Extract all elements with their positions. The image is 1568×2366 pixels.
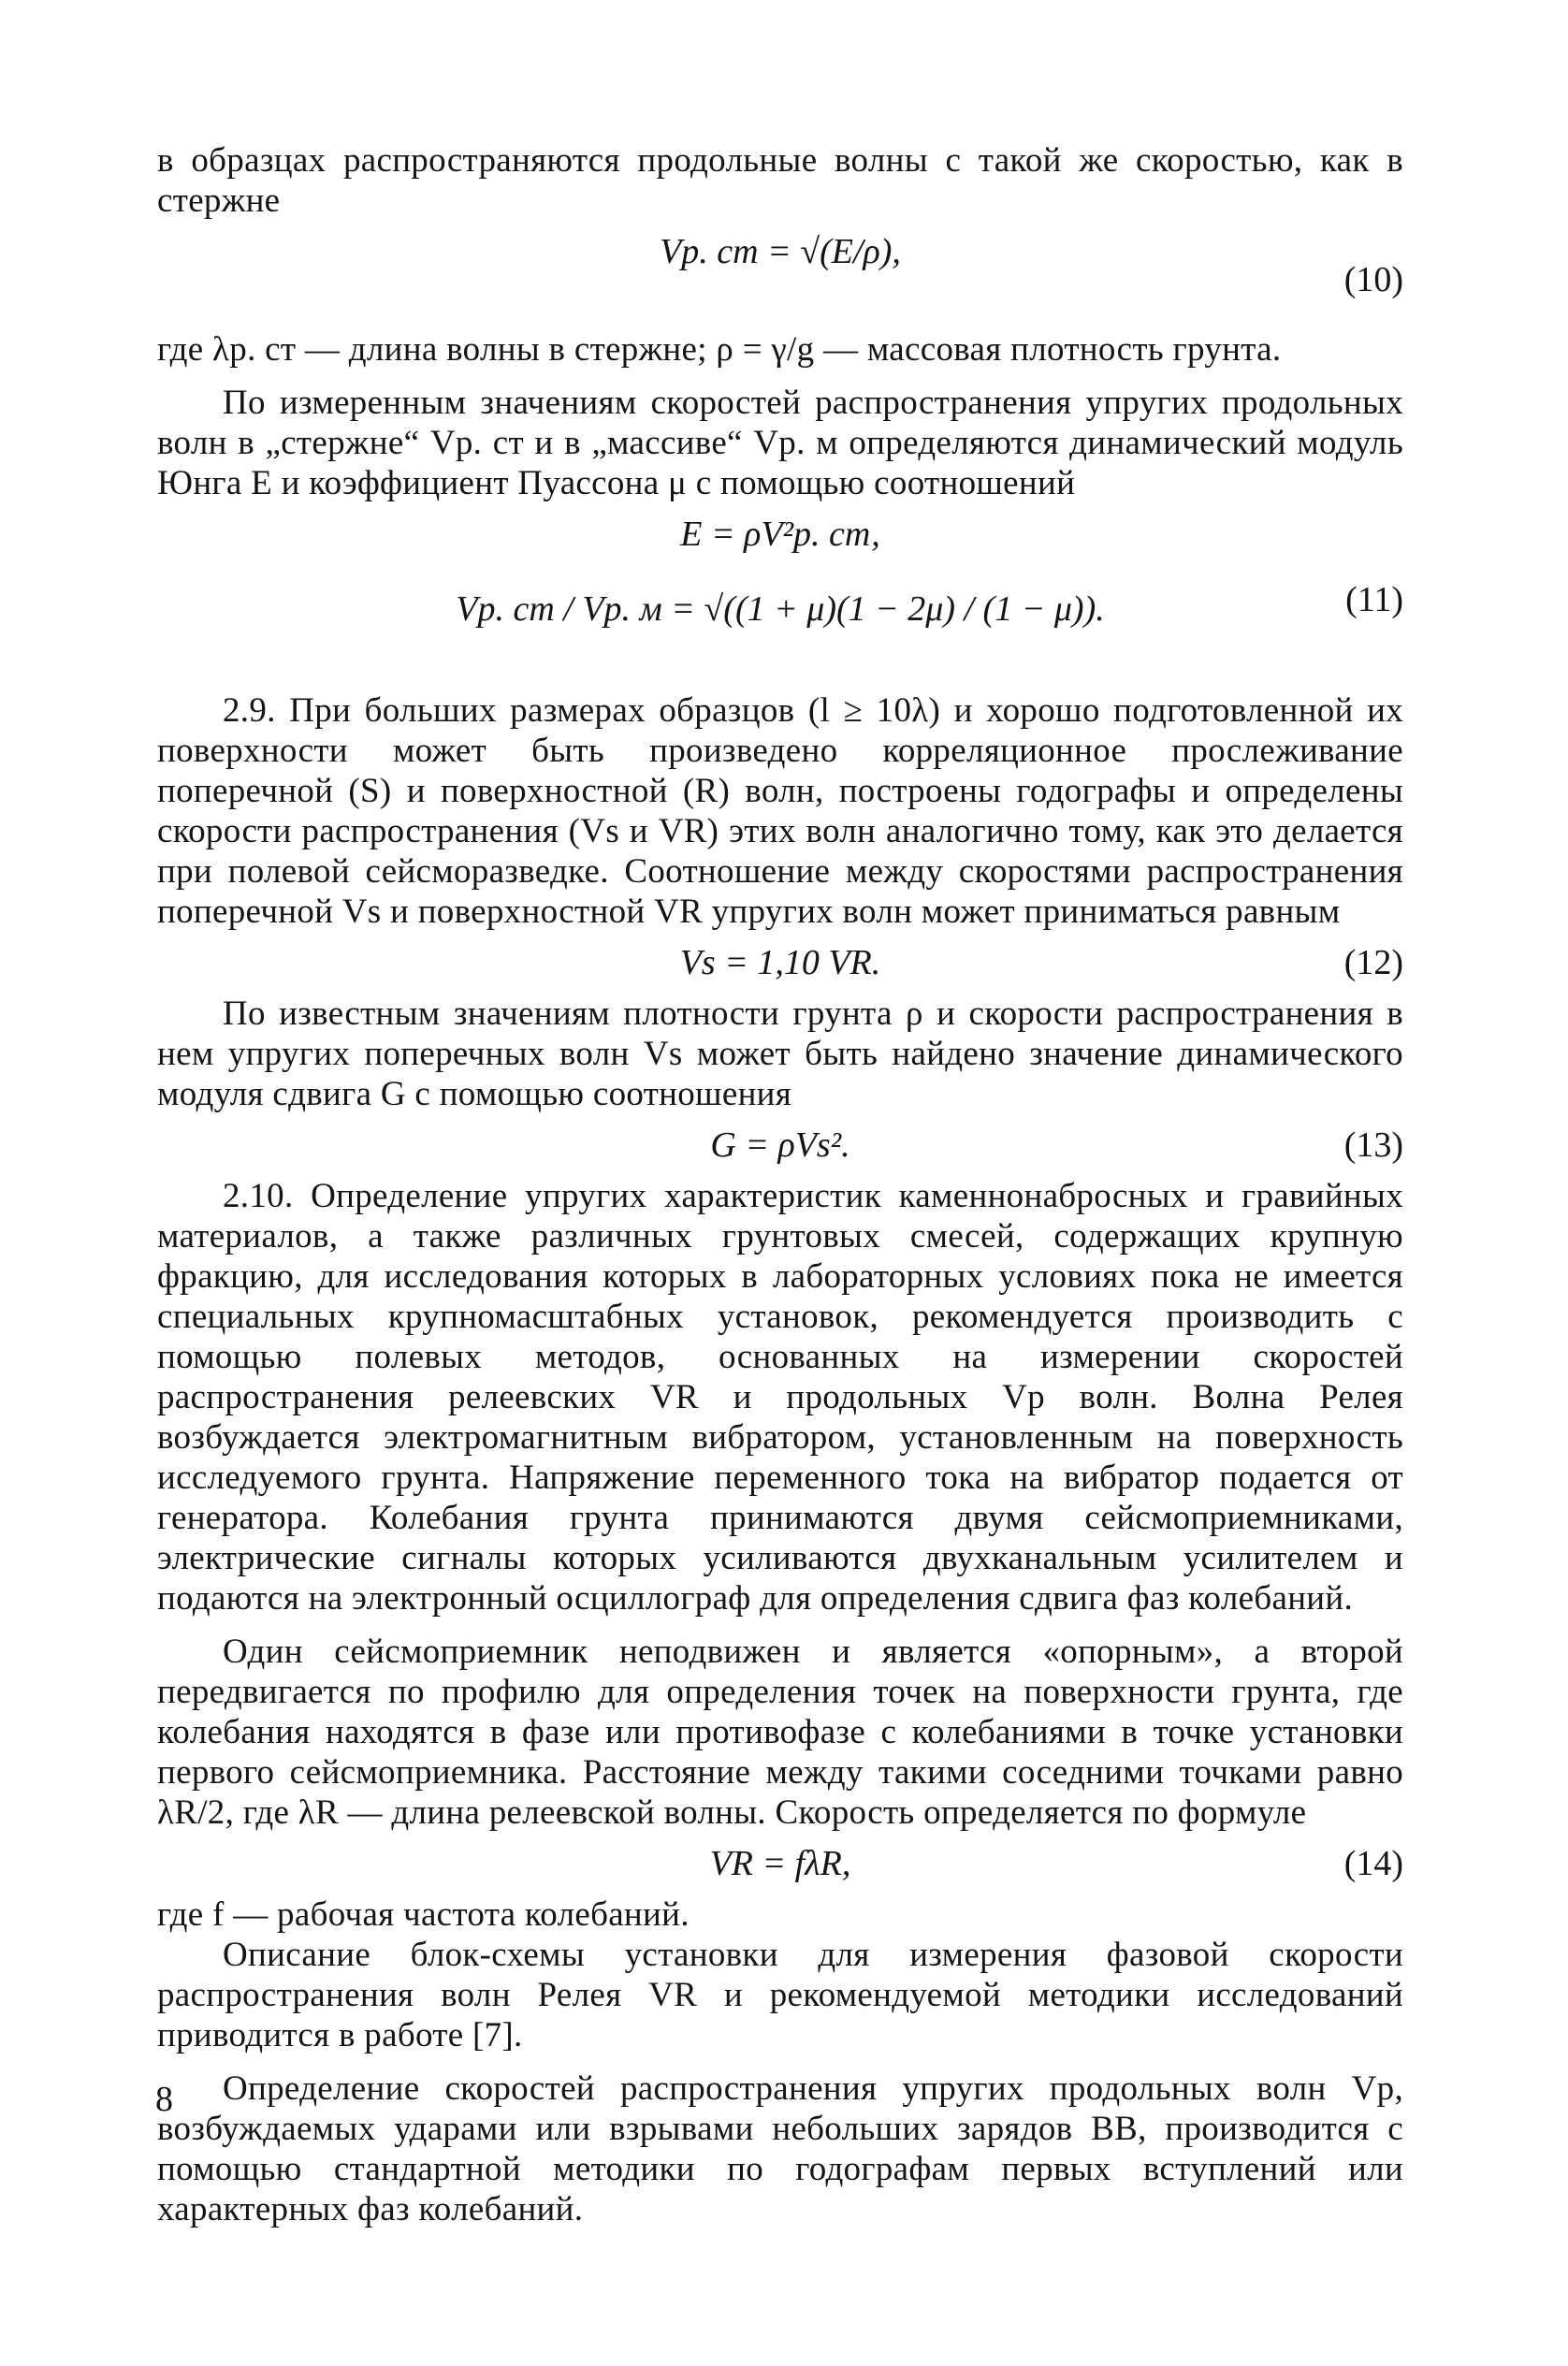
paragraph-block-scheme: Описание блок-схемы установки для измерения фазовой скорости распространения волн Релея VR и рекомендуемой методики исследований приводится в работе [7]. (157, 1936, 1403, 2054)
paragraph-definition-wavelength: где λр. ст — длина волны в стержне; ρ = γ/g — массовая плотность грунта. (157, 330, 1282, 369)
paragraph-2-10: 2.10. Определение упругих характеристик каменнонабросных и гравийных материалов, а также различных грунтовых смесей, содержащих крупную фракцию, для исследования которых в лабораторных условиях пока не имеется специальных крупномасштабных установок, рекомендуется производить с помощью полевых методов, основанных на измерении скоростей распространения релеевских VR и продольных Vp волн. Волна Релея возбуждается электромагнитным вибратором, установленным на поверхность исследуемого грунта. Напряжение переменного тока на вибратор подается от генератора. Колебания грунта принимаются двумя сейсмоприемниками, электрические сигналы которых усиливаются двухканальным усилителем и подаются на электронный осциллограф для определения сдвига фаз колебаний. (157, 1177, 1403, 1618)
formula-10-number: (10) (1343, 260, 1403, 299)
formula-13-number: (13) (1343, 1125, 1403, 1165)
formula-11 (157, 513, 1403, 681)
formula-11-number: (11) (1345, 580, 1403, 619)
formula-13 (157, 1124, 1403, 1167)
page-number: 8 (155, 2080, 173, 2119)
formula-12-expression: Vs = 1,10 VR. (679, 943, 881, 982)
formula-12 (157, 941, 1403, 984)
formula-14-number: (14) (1343, 1844, 1403, 1883)
formula-14 (157, 1842, 1403, 1885)
paragraph-shear-modulus: По известным значениям плотности грунта ρ и скорости распространения в нем упругих поперечных волн Vs может быть найдено значение динамического модуля сдвига G с помощью соотношения (157, 994, 1403, 1113)
formula-11-line-a: E = ρV²р. ст, (680, 515, 880, 554)
paragraph-longitudinal-waves: Определение скоростей распространения упругих продольных волн Vp, возбуждаемых ударами или взрывами небольших зарядов ВВ, производится с помощью стандартной методики по годографам первых вступлений или характерных фаз колебаний. (157, 2069, 1403, 2228)
formula-11-line-b: Vр. ст / Vр. м = √((1 + μ)(1 − 2μ) / (1 − μ)). (456, 589, 1105, 629)
formula-10 (157, 230, 1403, 320)
paragraph-young-modulus: По измеренным значениям скоростей распространения упругих продольных волн в „стержне“ Vр. ст и в „массиве“ Vр. м определяются динамический модуль Юнга E и коэффициент Пуассона μ с помощью соотношений (157, 384, 1403, 502)
paragraph-2-9: 2.9. При больших размерах образцов (l ≥ 10λ) и хорошо подготовленной их поверхности может быть произведено корреляционное прослеживание поперечной (S) и поверхностной (R) волн, построены годографы и определены скорости распространения (Vs и VR) этих волн аналогично тому, как это делается при полевой сейсморазведке. Соотношение между скоростями распространения поперечной Vs и поверхностной VR упругих волн может приниматься равным (157, 691, 1403, 931)
paragraph-working-frequency: где f — рабочая частота колебаний. (157, 1895, 690, 1934)
formula-13-expression: G = ρVs². (710, 1125, 850, 1165)
paragraph-seismic-receiver: Один сейсмоприемник неподвижен и является «опорным», а второй передвигается по профилю для определения точек на поверхности грунта, где колебания находятся в фазе или противофазе с колебаниями в точке установки первого сейсмоприемника. Расстояние между такими соседними точками равно λR/2, где λR — длина релеевской волны. Скорость определяется по формуле (157, 1633, 1403, 1832)
formula-12-number: (12) (1343, 943, 1403, 982)
formula-14-expression: VR = fλR, (709, 1844, 851, 1883)
paragraph-intro: в образцах распространяются продольные волны с такой же скоростью, как в стержне (157, 141, 1403, 220)
formula-10-expression: Vр. ст = √(E/ρ), (660, 232, 901, 271)
